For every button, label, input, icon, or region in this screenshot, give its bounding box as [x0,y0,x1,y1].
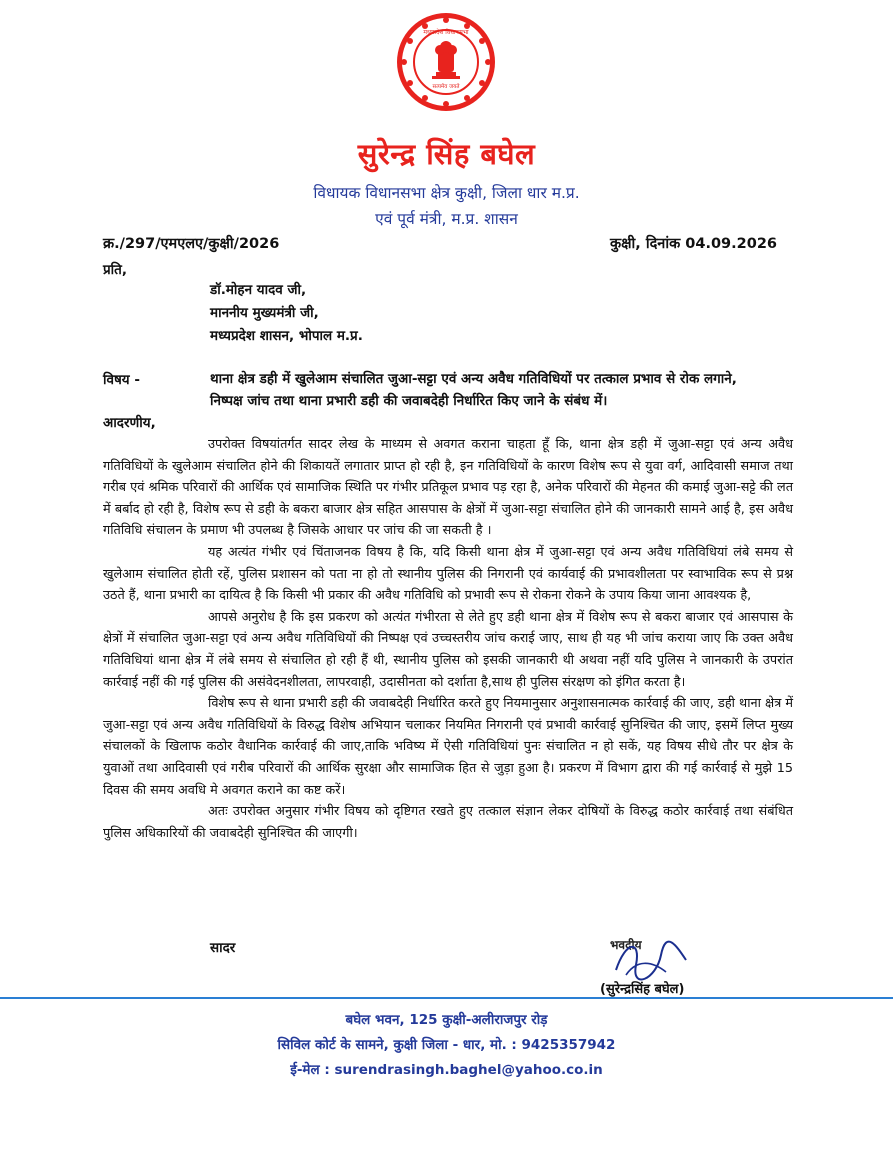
signatory-name: (सुरेन्द्रसिंह बघेल) [600,982,685,997]
letter-body [103,434,793,844]
letterhead-designation-2: एवं पूर्व मंत्री, म.प्र. शासन [375,210,518,228]
mp-vidhan-sabha-emblem-icon [396,12,496,112]
reference-number: क्र./297/एमएलए/कुक्षी/2026 [103,236,280,252]
letterhead-name: सुरेन्द्र सिंह बघेल [357,137,536,171]
letterhead-designation-1: विधायक विधानसभा क्षेत्र कुक्षी, जिला धार म.प्र. [313,184,580,202]
subject-label: विषय - [103,372,140,388]
addressee-line: माननीय मुख्यमंत्री जी, [210,305,319,321]
closing: सादर [210,940,236,956]
addressee-line: डॉ.मोहन यादव जी, [210,282,307,298]
body-paragraph: अतः उपरोक्त अनुसार गंभीर विषय को दृष्टिगत रखते हुए तत्काल संज्ञान लेकर दोषियों के विरुद्ध कठोर कार्रवाई तथा संबंधित पुलिस अधिकारियों की जवाबदेही सुनिश्चित की जाएगी। [103,804,793,841]
footer-address-1: बघेल भवन, 125 कुक्षी-अलीराजपुर रोड़ [345,1012,548,1028]
addressee-line: मध्यप्रदेश शासन, भोपाल म.प्र. [210,328,363,344]
body-paragraph: आपसे अनुरोध है कि इस प्रकरण को अत्यंत गंभीरता से लेते हुए डही थाना क्षेत्र में विशेष रूप से बकरा बाजार एवं आसपास के क्षेत्रों में संचालित जुआ-सट्टा एवं अन्य अवैध गतिविधियों की निष्पक्ष एवं उच्चस्तरीय जांच कराई जाए, साथ ही यह भी जांच कराया जाए कि उक्त अवैध गतिविधियां थाना क्षेत्र में लंबे समय से संचालित हो रही हैं थी, स्थानीय पुलिस को इसकी जानकारी थी अथवा नहीं यदि पुलिस ने जानकारी के उपरांत कार्रवाई नहीं की गई पुलिस की असंवेदनशीलता, लापरवाही, उदासीनता को दर्शाता है,साथ ही पुलिस संरक्षण को इंगित करता है। [103,609,793,690]
emblem-top-text: मध्यप्रदेश विधानसभा [423,29,469,36]
salutation: आदरणीय, [103,415,156,431]
body-paragraph: यह अत्यंत गंभीर एवं चिंताजनक विषय है कि, यदि किसी थाना क्षेत्र में जुआ-सट्टा एवं अन्य अवैध गतिविधियां लंबे समय से खुलेआम संचालित होती रहें, पुलिस प्रशासन को पता ना हो तो स्थानीय पुलिस की निगरानी एवं कार्यवाई की प्रभावशीलता पर स्वाभाविक रूप से प्रश्न उठते हैं, थाना प्रभारी का दायित्व है कि किसी भी प्रकार की अवैध गतिविधि को प्रभावी रूप से रोकना रोकने के उपाय किया जाना आवश्यक है, [103,544,793,604]
to-label: प्रति, [103,262,128,278]
subject-text: थाना क्षेत्र डही में खुलेआम संचालित जुआ-सट्टा एवं अन्य अवैध गतिविधियों पर तत्काल प्रभाव से रोक लगाने, निष्पक्ष जांच तथा थाना प्रभारी डही की जवाबदेही निर्धारित किए जाने के संबंध में। [210,371,737,409]
footer-email: ई-मेल : surendrasingh.baghel@yahoo.co.in [290,1062,603,1078]
footer-divider [0,997,893,999]
body-paragraph: उपरोक्त विषयांतर्गत सादर लेख के माध्यम से अवगत कराना चाहता हूँ कि, थाना क्षेत्र डही में जुआ-सट्टा एवं अन्य अवैध गतिविधियों के खुलेआम संचालित होने की शिकायतें लगातार प्राप्त हो रही है, इन गतिविधियों के कारण विशेष रूप से युवा वर्ग, आदिवासी समाज तथा गरीब एवं श्रमिक परिवारों की आर्थिक एवं सामाजिक स्थिति पर गंभीर प्रतिकूल प्रभाव पड़ रहा है, अनेक परिवारों की मेहनत की कमाई जुआ-सट्टे की लत में बर्बाद हो रही है, विशेष रूप से डही के बकरा बाजार क्षेत्र सहित आसपास के क्षेत्रों में जुआ-सट्टा संचालित होने की जानकारी सामने आई है, इस अवैध गतिविधि संचालन के प्रमाण भी उपलब्ध है जिसके आधार पर जांच की जा सकती है । [103,437,793,539]
footer-address-2: सिविल कोर्ट के सामने, कुक्षी जिला - धार, मो. : 9425357942 [277,1037,616,1053]
body-paragraph: विशेष रूप से थाना प्रभारी डही की जवाबदेही निर्धारित करते हुए नियमानुसार अनुशासनात्मक कार्रवाई की जाए, डही थाना क्षेत्र में जुआ-सट्टा एवं अन्य अवैध गतिविधियों के विरुद्ध विशेष अभियान चलाकर नियमित निगरानी एवं प्रभावी कार्रवाई सुनिश्चित की जाए, इसमें लिप्त मुख्य संचालकों के खिलाफ कठोर वैधानिक कार्रवाई की जाए,ताकि भविष्य में ऐसी गतिविधियां पुनः संचालित न हो सकें, यह विषय सीधे तौर पर क्षेत्र के युवाओं तथा आदिवासी एवं गरीब परिवारों की आर्थिक सुरक्षा और सामाजिक हित से जुड़ा हुआ है। प्रकरण में विभाग द्वारा की गई कार्रवाई से मुझे 15 दिवस की समय अवधि मे अवगत कराने का कष्ट करें। [103,696,793,798]
sign-off: भवदीय [610,938,642,952]
emblem-motto-text: सत्यमेव जयते [432,84,460,90]
place-date: कुक्षी, दिनांक 04.09.2026 [610,236,778,252]
